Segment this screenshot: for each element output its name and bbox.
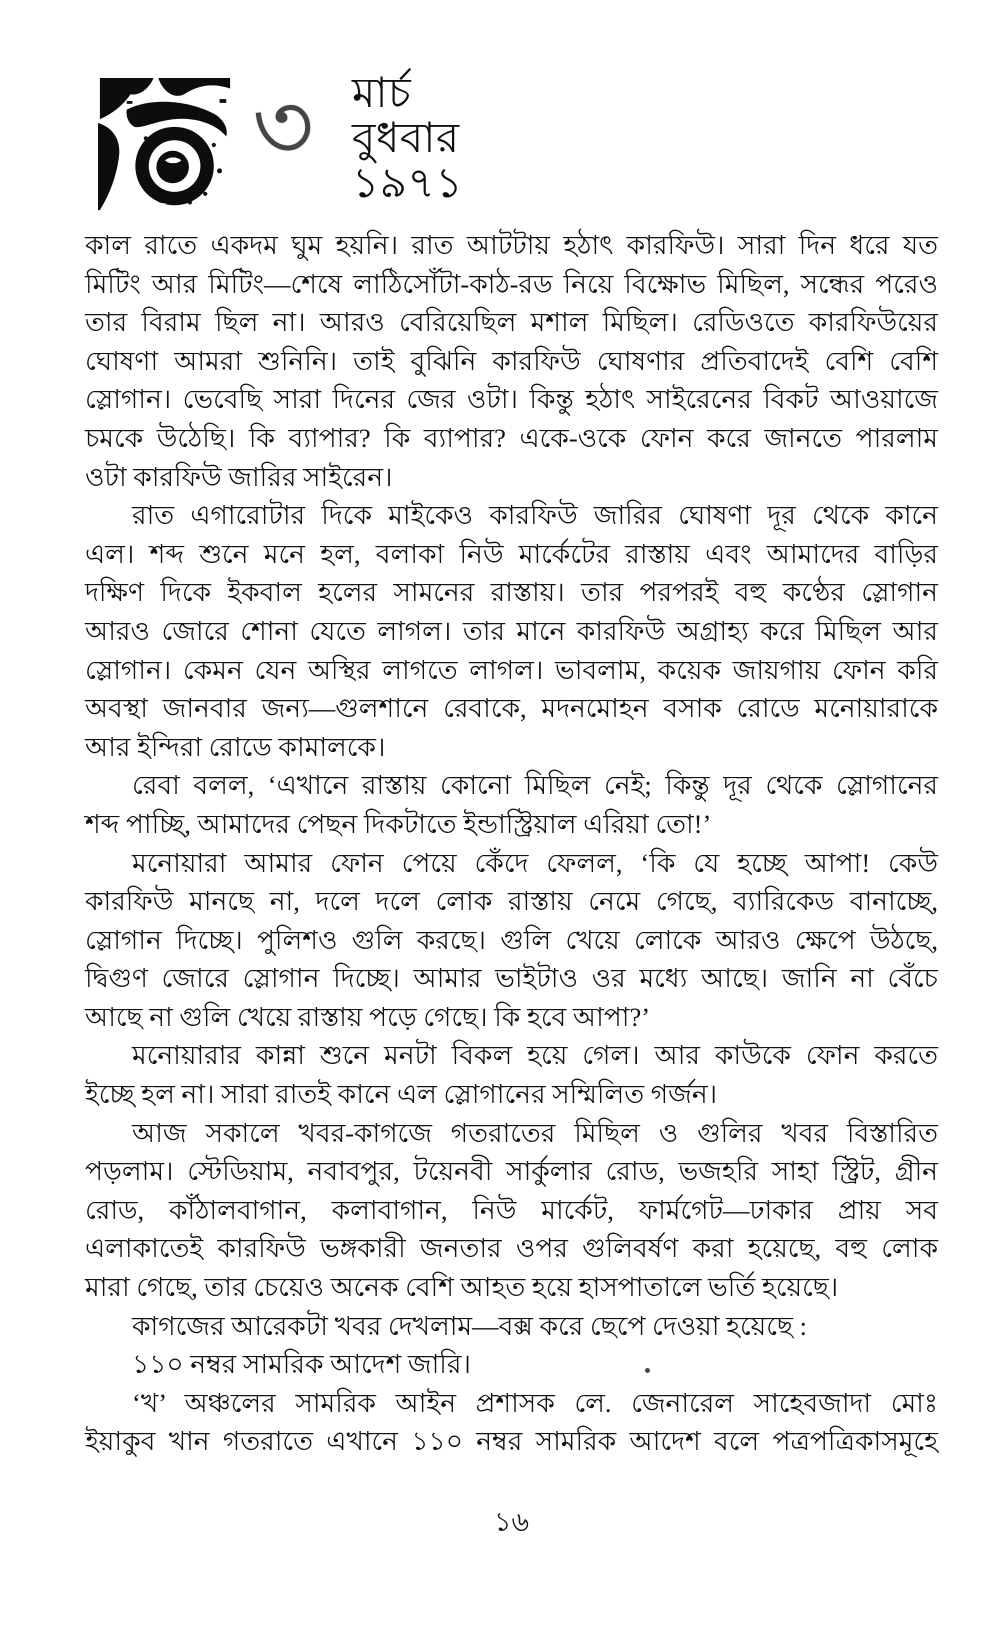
text-line: স্লোগান দিচ্ছে। পুলিশও গুলি করছে। গুলি খেয়ে লোকে আরও ক্ষেপে উঠছে, bbox=[85, 924, 938, 955]
text-line: ঘোষণা আমরা শুনিনি। তাই বুঝিনি কারফিউ ঘোষণার প্রতিবাদেই বেশি বেশি bbox=[85, 345, 938, 376]
text-line: ওটা কারফিউ জারির সাইরেন। bbox=[85, 461, 393, 492]
text-line: মনোয়ারা আমার ফোন পেয়ে কেঁদে ফেলল, ‘কি যে হচ্ছে আপা! কেউ bbox=[132, 847, 938, 878]
day-number: ৩ bbox=[252, 74, 314, 180]
text-line: অবস্থা জানবার জন্য—গুলশানে রেবাকে, মদনমোহন বসাক রোডে মনোয়ারাকে bbox=[85, 693, 938, 724]
text-line: মনোয়ারার কান্না শুনে মনটা বিকল হয়ে গেল। আর কাউকে ফোন করতে bbox=[132, 1040, 938, 1071]
text-line: ১১০ নম্বর সামরিক আদেশ জারি। bbox=[132, 1349, 471, 1380]
text-line: মিটিং আর মিটিং—শেষে লাঠিসোঁটা-কাঠ-রড নিয়ে বিক্ষোভ মিছিল, সন্ধের পরেও bbox=[85, 268, 938, 299]
text-line: পড়লাম। স্টেডিয়াম, নবাবপুর, টয়েনবী সার্কুলার রোড, ভজহরি সাহা স্ট্রিট, গ্রীন bbox=[85, 1156, 938, 1187]
text-line: ইচ্ছে হল না। সারা রাতই কানে এল স্লোগানের সম্মিলিত গর্জন। bbox=[85, 1079, 718, 1110]
text-line: আর ইন্দিরা রোডে কামালকে। bbox=[85, 731, 386, 762]
text-line: শব্দ পাচ্ছি, আমাদের পেছন দিকটাতে ইন্ডাস্ট্রিয়াল এরিয়া তো!’ bbox=[85, 808, 712, 839]
text-line: আছে না গুলি খেয়ে রাস্তায় পড়ে গেছে। কি হবে আপা?’ bbox=[85, 1001, 651, 1032]
text-line: রোড, কাঁঠালবাগান, কলাবাগান, নিউ মার্কেট, ফার্মগেট—ঢাকার প্রায় সব bbox=[85, 1194, 938, 1225]
text-line: কারফিউ মানছে না, দলে দলে লোক রাস্তায় নেমে গেছে, ব্যারিকেড বানাচ্ছে, bbox=[85, 886, 938, 917]
ink-speck bbox=[645, 1368, 650, 1373]
text-line: কাগজের আরেকটা খবর দেখলাম—বক্স করে ছেপে দেওয়া হয়েছে : bbox=[132, 1310, 807, 1341]
text-line: ‘খ’ অঞ্চলের সামরিক আইন প্রশাসক লে. জেনারেল সাহেবজাদা মোঃ bbox=[132, 1387, 938, 1418]
date-block bbox=[352, 72, 463, 207]
diary-body-text bbox=[85, 226, 938, 1461]
text-line: ইয়াকুব খান গতরাতে এখানে ১১০ নম্বর সামরিক আদেশ বলে পত্রপত্রিকাসমূহে bbox=[85, 1426, 938, 1457]
halftone-eye-image bbox=[95, 78, 235, 212]
year-label: ১৯৭১ bbox=[352, 161, 464, 207]
text-line: রেবা বলল, ‘এখানে রাস্তায় কোনো মিছিল নেই; কিন্তু দূর থেকে স্লোগানের bbox=[132, 770, 938, 801]
text-line: কাল রাতে একদম ঘুম হয়নি। রাত আটটায় হঠাৎ কারফিউ। সারা দিন ধরে যত bbox=[85, 230, 938, 260]
text-line: তার বিরাম ছিল না। আরও বেরিয়েছিল মশাল মিছিল। রেডিওতে কারফিউয়ের bbox=[85, 307, 938, 338]
text-line: আজ সকালে খবর-কাগজে গতরাতের মিছিল ও গুলির খবর বিস্তারিত bbox=[132, 1117, 938, 1148]
text-line: রাত এগারোটার দিকে মাইকেও কারফিউ জারির ঘোষণা দূর থেকে কানে bbox=[132, 500, 938, 531]
page-number: ১৬ bbox=[493, 1507, 530, 1537]
month-label: মার্চ bbox=[352, 71, 412, 117]
text-line: চমকে উঠেছি। কি ব্যাপার? কি ব্যাপার? একে-ওকে ফোন করে জানতে পারলাম bbox=[85, 422, 938, 453]
text-line: দ্বিগুণ জোরে স্লোগান দিচ্ছে। আমার ভাইটাও ওর মধ্যে আছে। জানি না বেঁচে bbox=[85, 963, 938, 994]
eye-illustration-icon bbox=[95, 78, 235, 212]
text-line: মারা গেছে, তার চেয়েও অনেক বেশি আহত হয়ে হাসপাতালে ভর্তি হয়েছে। bbox=[85, 1272, 839, 1303]
text-line: এলাকাতেই কারফিউ ভঙ্গকারী জনতার ওপর গুলিবর্ষণ করা হয়েছে, বহু লোক bbox=[85, 1233, 938, 1264]
text-line: স্লোগান। কেমন যেন অস্থির লাগতে লাগল। ভাবলাম, কয়েক জায়গায় ফোন করি bbox=[85, 654, 938, 685]
text-line: এল। শব্দ শুনে মনে হল, বলাকা নিউ মার্কেটের রাস্তায় এবং আমাদের বাড়ির bbox=[85, 538, 938, 569]
weekday-label: বুধবার bbox=[352, 116, 460, 162]
text-line: স্লোগান। ভেবেছি সারা দিনের জের ওটা। কিন্তু হঠাৎ সাইরেনের বিকট আওয়াজে bbox=[85, 384, 938, 415]
text-line: আরও জোরে শোনা যেতে লাগল। তার মানে কারফিউ অগ্রাহ্য করে মিছিল আর bbox=[85, 615, 938, 646]
text-line: দক্ষিণ দিকে ইকবাল হলের সামনের রাস্তায়। তার পরপরই বহু কণ্ঠের স্লোগান bbox=[85, 577, 938, 608]
